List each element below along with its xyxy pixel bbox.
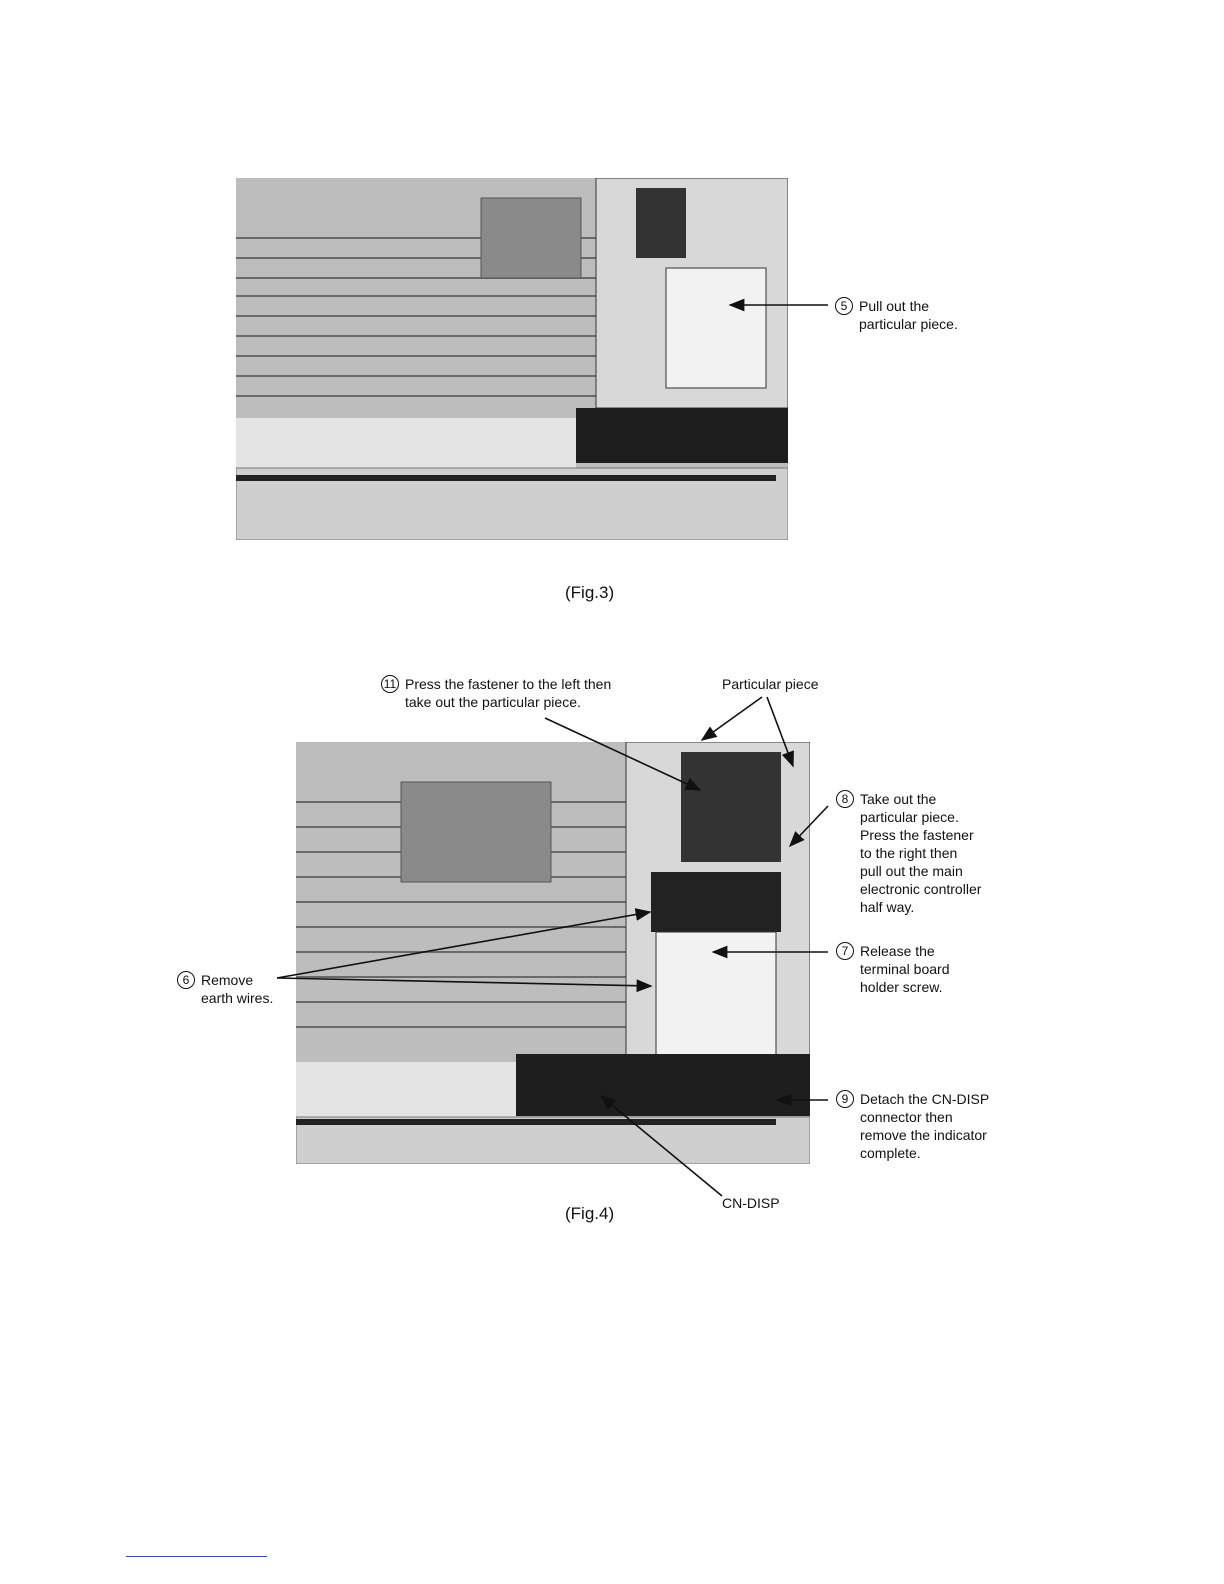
callout-7: 7 Release the terminal board holder screw. [836,942,950,996]
figure-3-photo [236,178,788,540]
figure-4-photo-drawing [296,742,810,1164]
callout-8: 8 Take out the particular piece. Press the fastener to the right then pull out the main electronic controller half way. [836,790,981,916]
callout-number: 9 [836,1090,854,1108]
callout-number: 11 [381,675,399,693]
callout-5: 5 Pull out the particular piece. [835,297,958,333]
callout-number: 5 [835,297,853,315]
callout-number: 7 [836,942,854,960]
arrow-particular-left [702,697,762,740]
callout-6: 6 Remove earth wires. [177,971,273,1007]
callout-number: 8 [836,790,854,808]
callout-11: 11 Press the fastener to the left then take out the particular piece. [381,675,611,711]
callout-particular-piece: Particular piece [722,676,819,692]
figure-3-photo-drawing [236,178,788,540]
callout-number: 6 [177,971,195,989]
figure-4-photo [296,742,810,1164]
callout-cn-disp: CN-DISP [722,1195,780,1211]
footer-rule [126,1556,267,1557]
callout-9: 9 Detach the CN-DISP connector then remove the indicator complete. [836,1090,989,1162]
figure-4-caption: (Fig.4) [565,1204,615,1223]
figure-3-caption: (Fig.3) [565,583,615,602]
